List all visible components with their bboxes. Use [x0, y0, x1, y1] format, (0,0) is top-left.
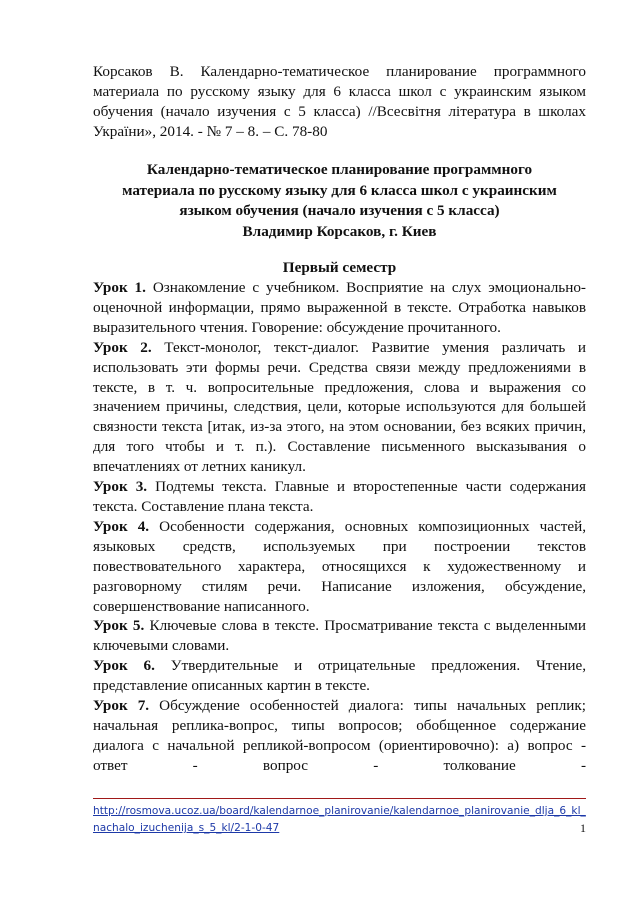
lesson-paragraph	[93, 278, 586, 338]
lesson-number: Урок 7.	[93, 697, 150, 715]
lesson-text: Утвердительные и отрицательные предложения. Чтение, представление описанных картин в тексте.	[93, 657, 587, 695]
document-page	[93, 62, 586, 776]
lesson-paragraph	[93, 477, 586, 517]
lesson-number: Урок 6.	[93, 657, 155, 675]
lesson-paragraph	[93, 338, 586, 477]
source-link-line-1[interactable]: http://rosmova.ucoz.ua/board/kalendarnoe_planirovanie/kalendarnoe_planirovanie_dlja_6_kl_	[93, 805, 586, 817]
footer-link-row	[93, 803, 586, 820]
lesson-number: Урок 1.	[93, 279, 146, 296]
lesson-number: Урок 3.	[93, 478, 148, 496]
lesson-text: Особенности содержания, основных композиционных частей, языковых средств, используемых при построении текстов повествовательного характера, относящихся к художественному и разговорному стилям речи. Написание изложения, обсуждение, совершенствование написанного.	[93, 517, 586, 615]
lesson-paragraph	[93, 696, 586, 776]
lesson-paragraph	[93, 656, 586, 696]
title-line-3: языком обучения (начало изучения с 5 класса)	[179, 202, 500, 219]
lesson-text: Ознакомление с учебником. Восприятие на слух эмоционально-оценочной информации, прямо выраженной в тексте. Отработка навыков выразительного чтения. Говорение: обсуждение прочитанного.	[93, 279, 586, 336]
title-line-2: материала по русскому языку для 6 класса школ с украинским	[122, 181, 557, 199]
source-link-line-2[interactable]: nachalo_izuchenija_s_5_kl/2-1-0-47	[93, 822, 280, 834]
footer-link-row	[93, 820, 586, 837]
citation: Корсаков В. Календарно-тематическое планирование программного материала по русскому языку для 6 класса школ с украинским языком обучения (начало изучения с 5 класса) //Всесвітня література в школах України», 2014. - № 7 – 8. – С. 78-80	[93, 63, 586, 140]
lesson-number: Урок 4.	[93, 517, 150, 535]
lesson-text: Обсуждение особенностей диалога: типы начальных реплик; начальная реплика-вопрос, типы вопросов; обобщенное содержание диалога с начальной репликой-вопросом (ориентировочно): а) вопрос - ответ - вопрос - толкование -	[93, 697, 586, 774]
title-author: Владимир Корсаков, г. Киев	[242, 222, 437, 240]
lesson-text: Ключевые слова в тексте. Просматривание текста с выделенными ключевыми словами.	[93, 617, 586, 655]
page-number: 1	[580, 821, 586, 835]
lesson-number: Урок 2.	[93, 338, 152, 356]
lesson-paragraph	[93, 616, 586, 656]
page-footer	[93, 798, 586, 837]
lesson-paragraph	[93, 517, 586, 617]
lesson-text: Текст-монолог, текст-диалог. Развитие умения различать и использовать эти формы речи. Средства связи между предложениями в тексте, в т. ч. вопросительные предложения, слова и выражения со значением причины, следствия, цели, которые используются для большей связности текста [итак, из-за этого, на этом основании, без всяких причин, для того чтобы и т. п.). Составление письменного высказывания о впечатлениях от летних каникул.	[93, 338, 586, 476]
title-line-1: Календарно-тематическое планирование программного	[146, 161, 533, 178]
lesson-text: Подтемы текста. Главные и второстепенные части содержания текста. Составление плана текста.	[93, 478, 587, 515]
section-heading: Первый семестр	[282, 259, 397, 276]
document-title	[93, 160, 586, 242]
lesson-number: Урок 5.	[93, 617, 145, 635]
